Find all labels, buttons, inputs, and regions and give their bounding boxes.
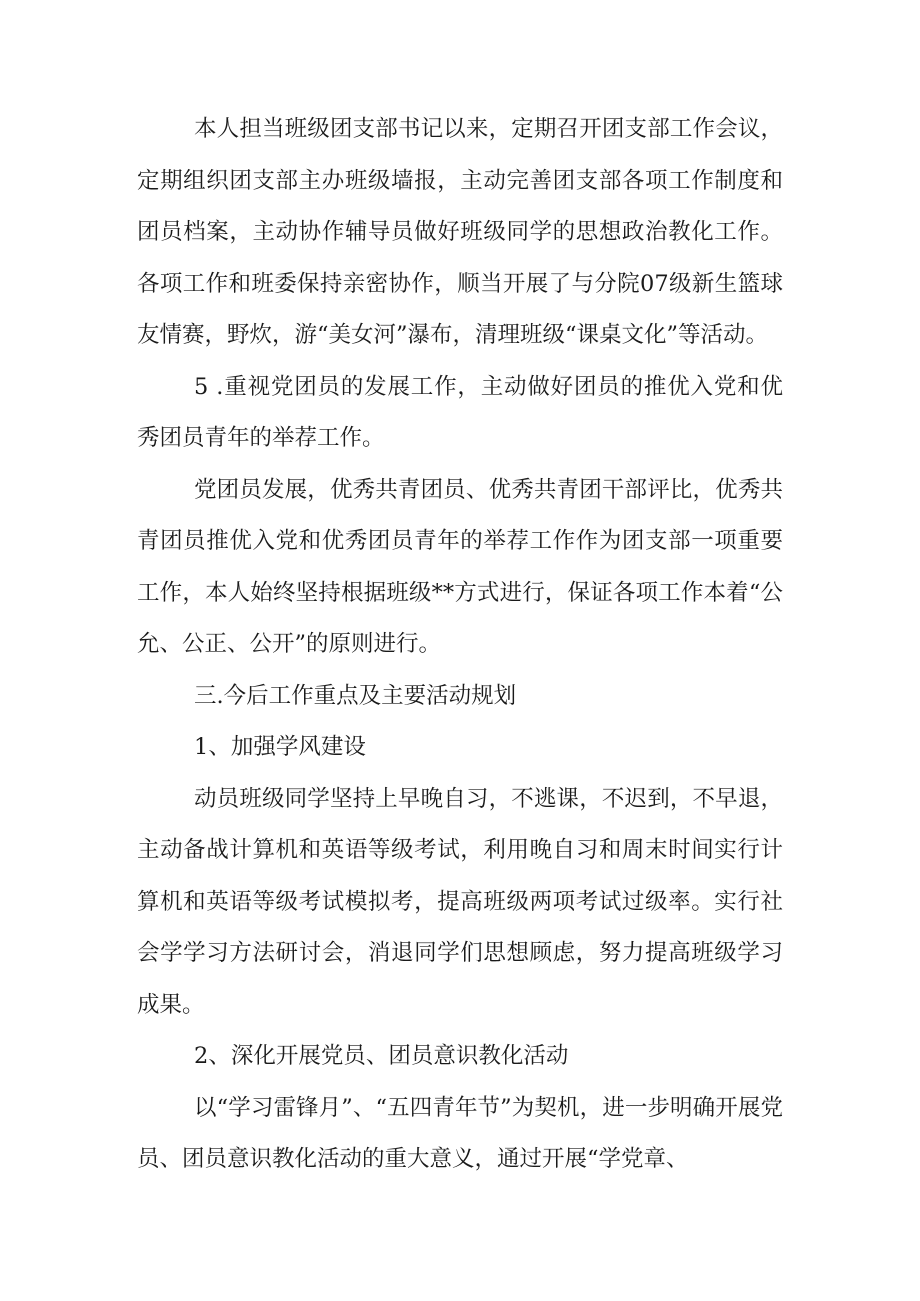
paragraph-awareness-education: 以“学习雷锋月”、“五四青年节”为契机，进一步明确开展党员、团员意识教化活动的重大意义，通过开展“学党章、 bbox=[137, 1094, 783, 1172]
paragraph-member-development: 党团员发展，优秀共青团员、优秀共青团干部评比，优秀共青团员推优入党和优秀团员青年的举荐工作作为团支部一项重要工作，本人始终坚持根据班级**方式进行，保证各项工作本着“公允、公正、公开”的原则进行。 bbox=[137, 476, 783, 657]
document-body bbox=[137, 104, 783, 1186]
section-heading-future-plans: 三.今后工作重点及主要活动规划 bbox=[194, 682, 517, 709]
paragraph-item-5-heading: 5 .重视党团员的发展工作，主动做好团员的推优入党和优秀团员青年的举荐工作。 bbox=[137, 373, 783, 451]
paragraph-branch-secretary-work: 本人担当班级团支部书记以来，定期召开团支部工作会议，定期组织团支部主办班级墙报，主动完善团支部各项工作制度和团员档案，主动协作辅导员做好班级同学的思想政治教化工作。各项工作和班委保持亲密协作，顺当开展了与分院07级新生篮球友情赛，野炊，游“美女河”瀑布，清理班级“课桌文化”等活动。 bbox=[137, 116, 783, 348]
subheading-study-style: 1、加强学风建设 bbox=[194, 734, 366, 760]
paragraph-study-style: 动员班级同学坚持上早晚自习，不逃课，不迟到，不早退，主动备战计算机和英语等级考试，利用晚自习和周末时间实行计算机和英语等级考试模拟考，提高班级两项考试过级率。实行社会学学习方法研讨会，消退同学们思想顾虑，努力提高班级学习成果。 bbox=[137, 785, 783, 1018]
subheading-awareness-education: 2、深化开展党员、团员意识教化活动 bbox=[194, 1043, 569, 1069]
